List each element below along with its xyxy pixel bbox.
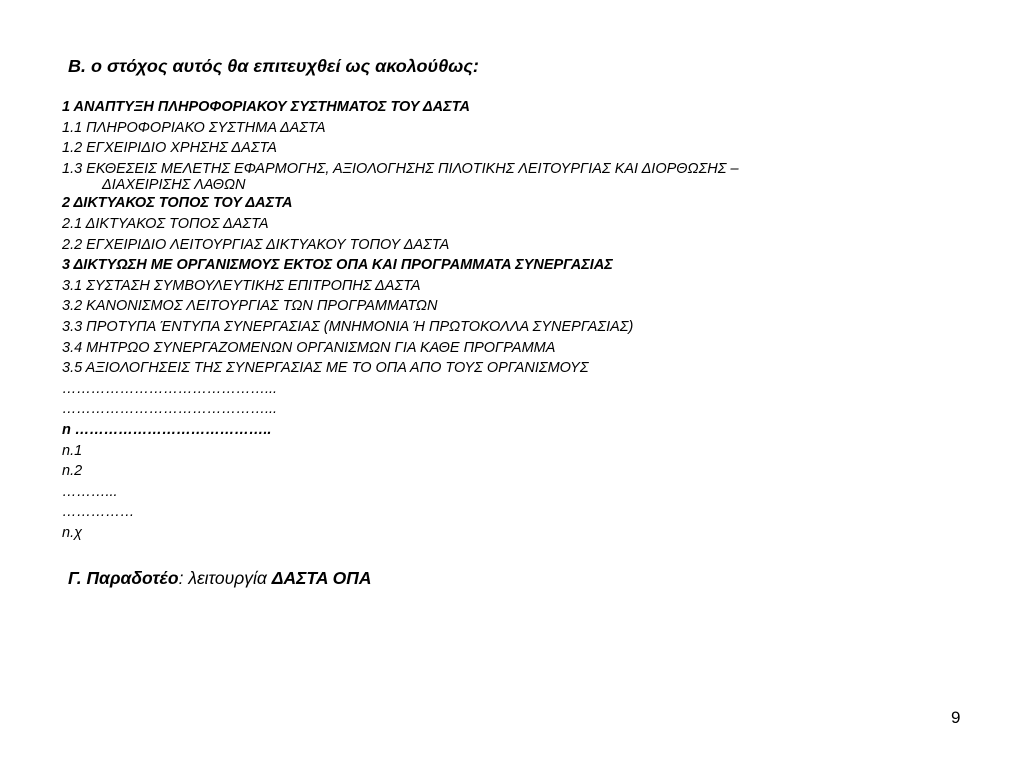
outline-item-2-1: 2.1 ΔΙΚΤΥΑΚΟΣ ΤΟΠΟΣ ΔΑΣΤΑ bbox=[62, 215, 269, 232]
deliverable-value: ΔΑΣΤΑ ΟΠΑ bbox=[271, 568, 372, 588]
outline-item-3: 3 ΔΙΚΤΥΩΣΗ ΜΕ ΟΡΓΑΝΙΣΜΟΥΣ ΕΚΤΟΣ ΟΠΑ ΚΑΙ ΠΡΟΓΡΑΜΜΑΤΑ ΣΥΝΕΡΓΑΣΙΑΣ bbox=[62, 257, 613, 274]
outline-item-1: 1 ΑΝΑΠΤΥΞΗ ΠΛΗΡΟΦΟΡΙΑΚΟΥ ΣΥΣΤΗΜΑΤΟΣ ΤΟΥ ΔΑΣΤΑ bbox=[62, 99, 470, 115]
outline-item-2-2: 2.2 ΕΓΧΕΙΡΙΔΙΟ ΛΕΙΤΟΥΡΓΙΑΣ ΔΙΚΤΥΑΚΟΥ ΤΟΠΟΥ ΔΑΣΤΑ bbox=[62, 236, 450, 253]
deliverable-colon: : bbox=[178, 568, 184, 588]
deliverables-outline bbox=[62, 99, 942, 545]
outline-item-1-3-text: 1.3 ΕΚΘΕΣΕΙΣ ΜΕΛΕΤΗΣ ΕΦΑΡΜΟΓΗΣ, ΑΞΙΟΛΟΓΗΣΗΣ ΠΙΛΟΤΙΚΗΣ ΛΕΙΤΟΥΡΓΙΑΣ ΚΑΙ ΔΙΟΡΘΩΣΗΣ – bbox=[62, 160, 739, 177]
outline-item-3-2: 3.2 ΚΑΝΟΝΙΣΜΟΣ ΛΕΙΤΟΥΡΓΙΑΣ ΤΩΝ ΠΡΟΓΡΑΜΜΑΤΩΝ bbox=[62, 298, 438, 315]
outline-item-1-3 bbox=[62, 161, 942, 192]
outline-item-1-3-continuation: ΔΙΑΧΕΙΡΙΣΗΣ ΛΑΘΩΝ bbox=[102, 176, 246, 193]
outline-item-3-4: 3.4 ΜΗΤΡΩΟ ΣΥΝΕΡΓΑΖΟΜΕΝΩΝ ΟΡΓΑΝΙΣΜΩΝ ΓΙΑ ΚΑΘΕ ΠΡΟΓΡΑΜΜΑ bbox=[62, 339, 556, 356]
section-heading: Β. ο στόχος αυτός θα επιτευχθεί ως ακολούθως: bbox=[68, 56, 479, 76]
outline-item-n-2: n.2 bbox=[62, 463, 83, 480]
outline-item-2: 2 ΔΙΚΤΥΑΚΟΣ ΤΟΠΟΣ ΤΟΥ ΔΑΣΤΑ bbox=[62, 195, 293, 212]
page-number: 9 bbox=[951, 708, 961, 727]
outline-item-3-5: 3.5 ΑΞΙΟΛΟΓΗΣΕΙΣ ΤΗΣ ΣΥΝΕΡΓΑΣΙΑΣ ΜΕ ΤΟ ΟΠΑ ΑΠΟ ΤΟΥΣ ΟΡΓΑΝΙΣΜΟΥΣ bbox=[62, 360, 589, 377]
outline-item-1-1: 1.1 ΠΛΗΡΟΦΟΡΙΑΚΟ ΣΥΣΤΗΜΑ ΔΑΣΤΑ bbox=[62, 119, 326, 136]
outline-item-n-1: n.1 bbox=[62, 442, 83, 459]
outline-item-3-1: 3.1 ΣΥΣΤΑΣΗ ΣΥΜΒΟΥΛΕΥΤΙΚΗΣ ΕΠΙΤΡΟΠΗΣ ΔΑΣΤΑ bbox=[62, 277, 421, 294]
deliverable-line bbox=[68, 568, 372, 589]
outline-item-n: n ………………………………….. bbox=[62, 421, 272, 438]
outline-ellipsis-2: ……………………………………... bbox=[62, 401, 278, 418]
deliverable-label: Γ. Παραδοτέο bbox=[68, 568, 179, 588]
deliverable-description: λειτουργία bbox=[183, 568, 272, 588]
outline-ellipsis-3: ………... bbox=[62, 483, 118, 500]
outline-ellipsis-1: ……………………………………... bbox=[62, 380, 278, 397]
outline-item-3-3: 3.3 ΠΡΟΤΥΠΑ ΈΝΤΥΠΑ ΣΥΝΕΡΓΑΣΙΑΣ (ΜΝΗΜΟΝΙΑ Ή ΠΡΩΤΟΚΟΛΛΑ ΣΥΝΕΡΓΑΣΙΑΣ) bbox=[62, 318, 634, 335]
outline-ellipsis-4: …………… bbox=[62, 504, 135, 521]
outline-item-1-2: 1.2 ΕΓΧΕΙΡΙΔΙΟ ΧΡΗΣΗΣ ΔΑΣΤΑ bbox=[62, 140, 277, 157]
outline-item-n-x: n.χ bbox=[62, 524, 83, 541]
